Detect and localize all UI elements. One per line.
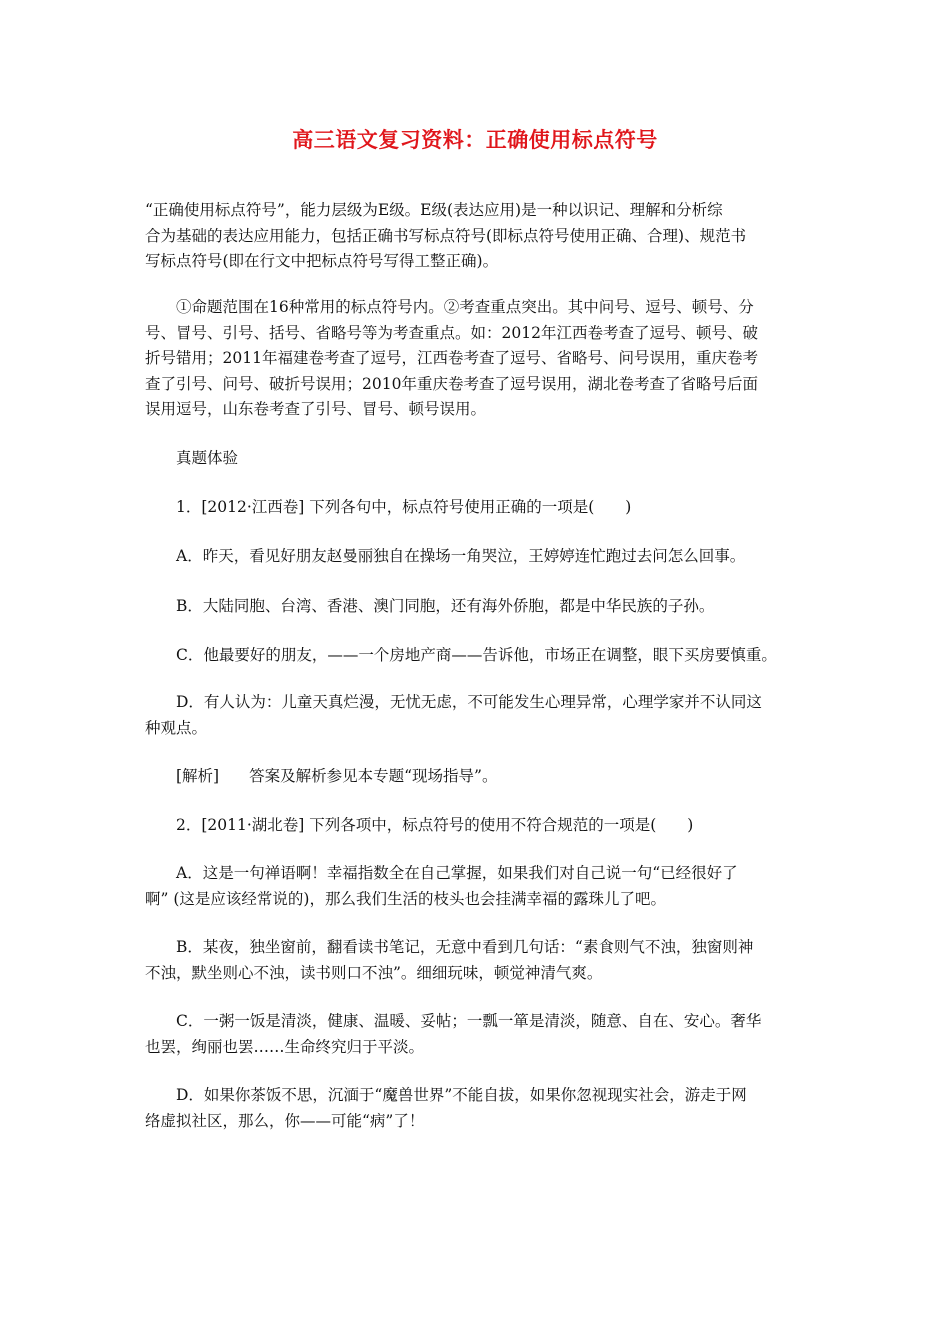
intro-line: 合为基础的表达应用能力，包括正确书写标点符号(即标点符号使用正确、合理)、规范书 — [145, 226, 747, 245]
scope-paragraph — [145, 295, 810, 423]
question-2-option-a: A．这是一句禅语啊！幸福指数全在自己掌握，如果我们对自己说一句“已经很好了 啊” (这是应该经常说的)，那么我们生活的枝头也会挂满幸福的露珠儿了吧。 — [145, 864, 738, 908]
question-1-analysis — [145, 764, 810, 790]
scope-line: 查了引号、问号、破折号误用；2010年重庆卷考查了逗号误用，湖北卷考查了省略号后面 — [145, 374, 758, 393]
scope-line: 折号错用；2011年福建卷考查了逗号，江西卷考查了逗号、省略号、问号误用，重庆卷考 — [145, 349, 758, 367]
intro-line: 写标点符号(即在行文中把标点符号写得工整正确)。 — [145, 252, 499, 270]
question-1-option-b: B．大陆同胞、台湾、香港、澳门同胞，还有海外侨胞，都是中华民族的子孙。 — [176, 597, 715, 615]
intro-paragraph — [145, 198, 810, 275]
scope-line: 号、冒号、引号、括号、省略号等为考查重点。如：2012年江西卷考查了逗号、顿号、破 — [145, 323, 758, 342]
question-1-option-d: D．有人认为：儿童天真烂漫，无忧无虑，不可能发生心理异常，心理学家并不认同这 种观点。 — [145, 693, 762, 737]
question-1-option-a: A．昨天，看见好朋友赵曼丽独自在操场一角哭泣，王婷婷连忙跑过去问怎么回事。 — [176, 547, 746, 565]
question-2-option-b: B．某夜，独坐窗前，翻看读书笔记，无意中看到几句话：“素食则气不浊，独窗则神 不浊，默坐则心不浊，读书则口不浊”。细细玩味，顿觉神清气爽。 — [145, 938, 754, 982]
analysis-text: 答案及解析参见本专题“现场指导”。 — [249, 767, 498, 785]
section-heading: 真题体验 — [176, 449, 239, 467]
analysis-label: [解析] — [176, 767, 220, 785]
question-1-stem: 1．[2012·江西卷] 下列各句中，标点符号使用正确的一项是( ) — [176, 498, 632, 516]
question-2-stem: 2．[2011·湖北卷] 下列各项中，标点符号的使用不符合规范的一项是( ) — [176, 816, 694, 834]
question-2-option-d: D．如果你茶饭不思，沉湎于“魔兽世界”不能自拔，如果你忽视现实社会，游走于网 络虚拟社区，那么，你——可能“病”了！ — [145, 1086, 747, 1130]
question-1-option-c: C．他最要好的朋友，——一个房地产商——告诉他，市场正在调整，眼下买房要慎重。 — [176, 646, 777, 664]
question-2-option-c: C．一粥一饭是清淡，健康、温暖、妥帖；一瓢一箪是清淡，随意、自在、安心。奢华 也罢，绚丽也罢……生命终究归于平淡。 — [145, 1012, 762, 1056]
page-title: 高三语文复习资料：正确使用标点符号 — [292, 128, 658, 152]
scope-line: 误用逗号，山东卷考查了引号、冒号、顿号误用。 — [145, 400, 487, 418]
intro-line: “正确使用标点符号”，能力层级为E级。E级(表达应用)是一种以识记、理解和分析综 — [145, 201, 723, 219]
scope-line: ①命题范围在16种常用的标点符号内。②考查重点突出。其中问号、逗号、顿号、分 — [176, 298, 754, 316]
